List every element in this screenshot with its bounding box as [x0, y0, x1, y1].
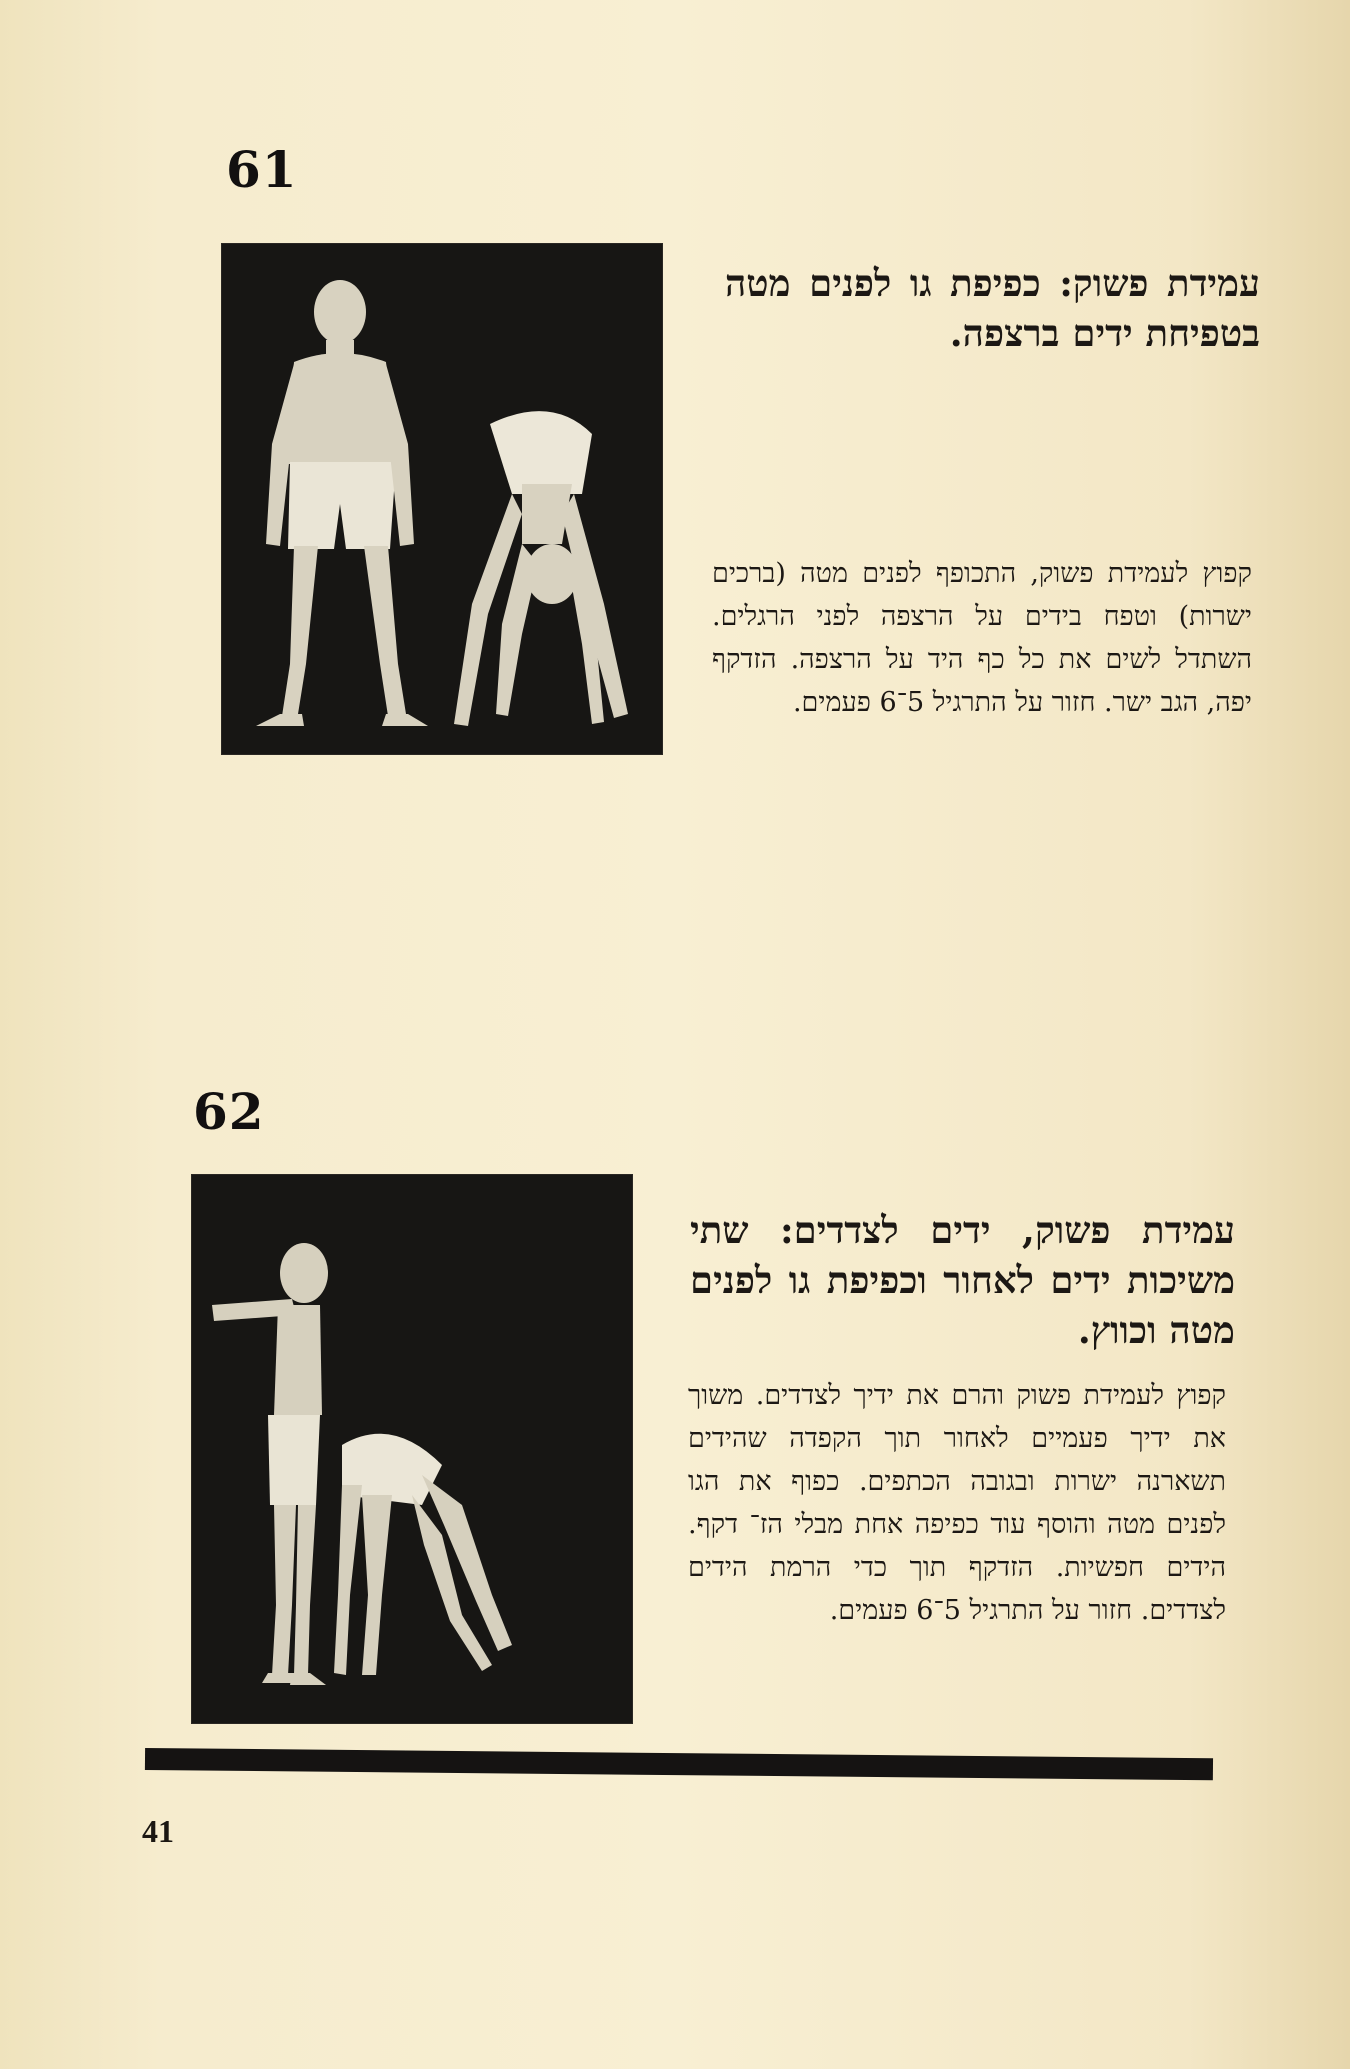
- exercise-62-instructions: קפוץ לעמידת פשוק והרם את ידיך לצדדים. משוך את ידיך פעמיים לאחור תוך הקפדה שהידים תשארנה ישרות ובגובה הכתפים. כפוף את הגו לפנים מטה והוסף עוד כפיפה אחת מבלי הז־ דקף. הידים חפשיות. הזדקף תוך כדי הרמת הידים לצדדים. חזור על התרגיל 5־6 פעמים.: [688, 1380, 1226, 1626]
- divider-bar: [145, 1748, 1213, 1780]
- exercise-61-photo: [222, 244, 662, 754]
- exercise-61-number: 61: [226, 140, 298, 199]
- page-number: 41: [142, 1813, 174, 1849]
- exercise-61-title: עמידת פשוק: כפיפת גו לפנים מטה בטפיחת ידים ברצפה.: [725, 261, 1260, 355]
- exercise-62-photo: [192, 1175, 632, 1723]
- exercise-62-title: עמידת פשוק, ידים לצדדים: שתי משיכות ידים לאחור וכפיפת גו לפנים מטה וכווץ.: [690, 1208, 1235, 1352]
- exercise-61-instructions: קפוץ לעמידת פשוק, התכופף לפנים מטה (ברכים ישרות) וטפח בידים על הרצפה לפני הרגלים. השתדל לשים את כל כף היד על הרצפה. הזדקף יפה, הגב ישר. חזור על התרגיל 5־6 פעמים.: [712, 558, 1252, 718]
- exercise-62-number: 62: [193, 1082, 265, 1141]
